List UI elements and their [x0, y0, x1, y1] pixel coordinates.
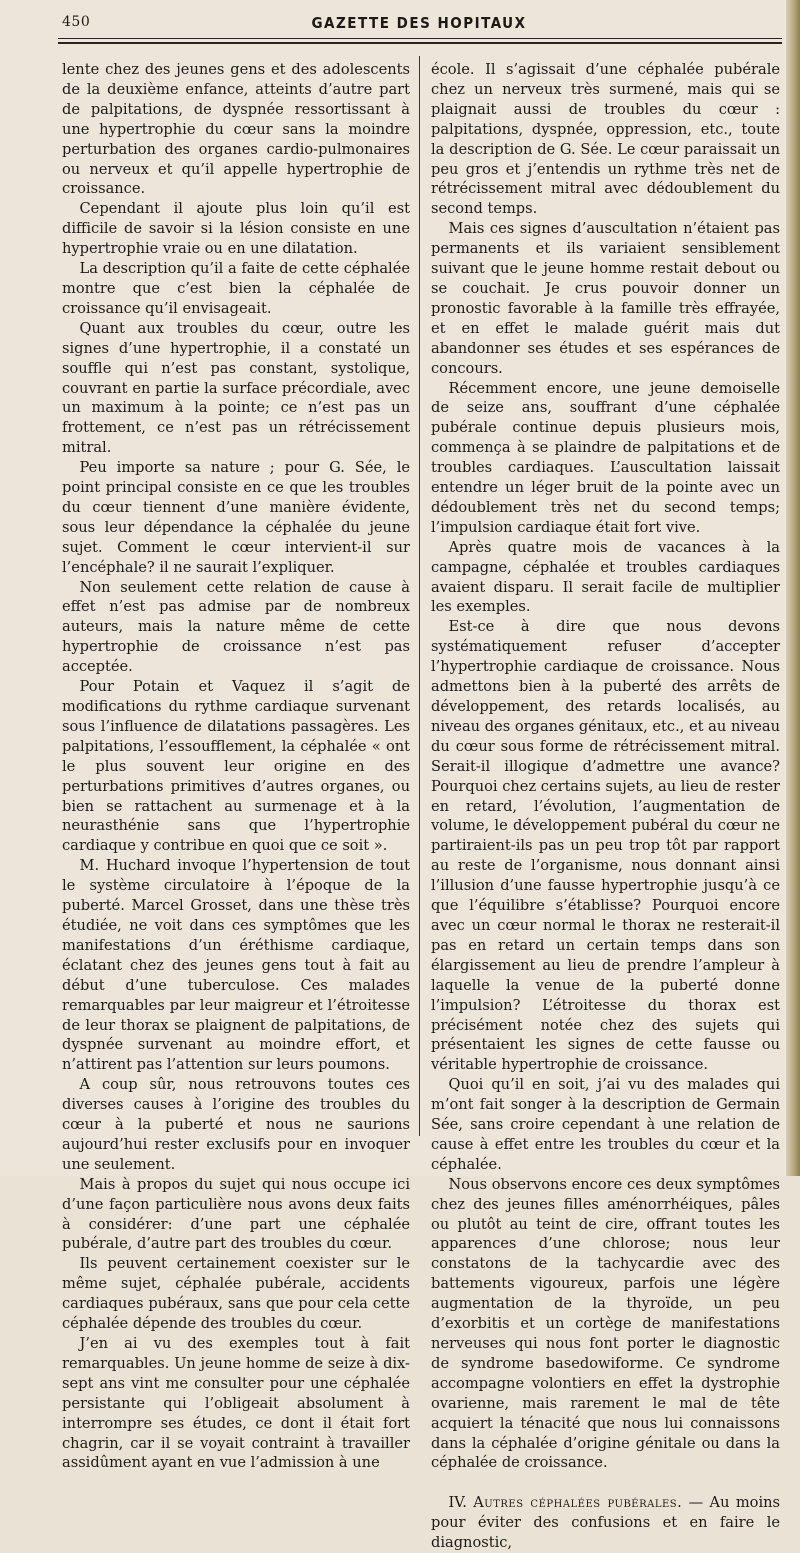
section-title: Autres céphalées pubérales. [473, 1494, 683, 1512]
paragraph: Mais ces signes d’auscultation n’étaient pas permanents et ils variaient sensiblement suivant que le jeune homme restait debout ou se couchait. Je crus pouvoir donner un pronostic favorable à la famille très effrayée, et en effet le malade guérit mais dut abandonner ses études et ses espérances de concours. [431, 220, 780, 377]
section-number: IV. [448, 1494, 467, 1512]
paragraph: M. Huchard invoque l’hypertension de tout le système circulatoire à l’époque de la puberté. Marcel Grosset, dans une thèse très étudiée, ne voit dans ces symptômes que les manifestations d’un éréthisme cardiaque, éclatant chez des jeunes gens tout à fait au début d’une tuberculose. Ces malades remarquables par leur maigreur et l’étroitesse de leur thorax se plaignent de palpitations, de dyspnée survenant au moindre effort, et n’attirent pas l’attention sur leurs poumons. [62, 857, 410, 1074]
paragraph: La description qu’il a faite de cette céphalée montre que c’est bien la céphalée de croissance qu’il envisageait. [62, 260, 410, 317]
header-rule-thick [58, 42, 782, 44]
paragraph: Récemment encore, une jeune demoiselle de seize ans, souffrant d’une céphalée pubérale continue depuis plusieurs mois, commença à se plaindre de palpitations et de troubles cardiaques. L’auscultation laissait entendre un léger bruit de la pointe avec un dédoublement très net du second temps; l’impulsion cardiaque était fort vive. [431, 379, 780, 536]
paragraph: Après quatre mois de vacances à la campagne, céphalée et troubles cardiaques avaient disparu. Il serait facile de multiplier les exemples. [431, 538, 780, 616]
page-edge [786, 0, 800, 1176]
paragraph: lente chez des jeunes gens et des adolescents de la deuxième enfance, atteints d’autre part de palpitations, de dyspnée ressortissant à une hypertrophie du cœur sans la moindre perturbation des organes cardio-pulmonaires ou nerveux et qu’il appelle hypertrophie de croissance. [62, 61, 410, 198]
paragraph: Non seulement cette relation de cause à effet n’est pas admise par de nombreux auteurs, mais la nature même de cette hypertrophie de croissance n’est pas acceptée. [62, 578, 410, 676]
paragraph: A coup sûr, nous retrouvons toutes ces diverses causes à l’origine des troubles du cœur à la puberté et nous ne saurions aujourd’hui rester exclusifs pour en invoquer une seulement. [62, 1076, 410, 1173]
paragraph: école. Il s’agissait d’une céphalée pubérale chez un nerveux très surmené, mais qui se plaignait aussi de troubles du cœur : palpitations, dyspnée, oppression, etc., toute la description de G. Sée. Le cœur paraissait un peu gros et j’entendis un rythme très net de rétrécissement mitral avec dédoublement du second temps. [431, 61, 780, 218]
paragraph: Quoi qu’il en soit, j’ai vu des malades qui m’ont fait songer à la description de Germain Sée, sans croire cependant à une relation de cause à effet entre les troubles du cœur et la céphalée. [431, 1076, 780, 1173]
paragraph: Cependant il ajoute plus loin qu’il est difficile de savoir si la lésion consiste en une hypertrophie vraie ou en une dilatation. [62, 200, 410, 258]
paragraph: Nous observons encore ces deux symptômes chez des jeunes filles aménorrhéiques, pâles ou plutôt au teint de cire, offrant toutes les apparences d’une chlorose; nous leur constatons de la tachycardie avec des battements vigoureux, parfois une légère augmentation de la thyroïde, un peu d’exorbitis et un cortège de manifestations nerveuses qui nous font porter le diagnostic de syndrome basedowiforme. Ce syndrome accompagne volontiers en effet la dystrophie ovarienne, mais rarement le mal de tête acquiert la ténacité que nous lui connaissons dans la céphalée d’origine génitale ou dans la céphalée de croissance. [431, 1175, 780, 1472]
paragraph: Est-ce à dire que nous devons systématiquement refuser d’accepter l’hypertrophie cardiaque de croissance. Nous admettons bien à la puberté des arrêts de développement, des retards localisés, au niveau des organes génitaux, etc., et au niveau du cœur sous forme de rétrécissement mitral. Serait-il illogique d’admettre une avance? Pourquoi chez certains sujets, au lieu de rester en retard, l’évolution, l’augmentation de volume, le développement pubéral du cœur ne partiraient-ils pas un peu trop tôt par rapport au reste de l’organisme, nous donnant ainsi l’illusion d’une fausse hypertrophie jusqu’à ce que l’équilibre s’établisse? Pourquoi encore avec un cœur normal le thorax ne resterait-il pas en retard un certain temps dans son élargissement au lieu de prendre l’ampleur à laquelle la venue de la puberté donne l’impulsion? L’étroitesse du thorax est précisément notée chez des sujets qui présentaient les signes de cette fausse ou véritable hypertrophie de croissance. [431, 618, 780, 1074]
header-rule-thin [58, 38, 782, 39]
paragraph: Pour Potain et Vaquez il s’agit de modifications du rythme cardiaque survenant sous l’influence de dilatations passagères. Les palpitations, l’essoufflement, la céphalée « ont le plus souvent leur origine en des perturbations primitives d’autres organes, ou bien se rattachent au surmenage et à la neurasthénie sans que l’hypertrophie cardiaque y contribue en quoi que ce soit ». [62, 678, 410, 855]
page-number: 450 [62, 14, 91, 30]
paragraph: Peu importe sa nature ; pour G. Sée, le point principal consiste en ce que les troubles du cœur tiennent d’une manière évidente, sous leur dépendance la céphalée du jeune sujet. Comment le cœur intervient-il sur l’encéphale? il ne saurait l’expliquer. [62, 459, 410, 576]
section-text: — Au moins pour éviter des confusions et en faire le diagnostic, [431, 1494, 781, 1552]
right-column [431, 60, 780, 1553]
paragraph: Ils peuvent certainement coexister sur le même sujet, céphalée pubérale, accidents cardiaques pubéraux, sans que pour cela cette céphalée dépende des troubles du cœur. [62, 1255, 410, 1333]
paragraph: J’en ai vu des exemples tout à fait remarquables. Un jeune homme de seize à dix-sept ans vint me consulter pour une céphalée persistante qui l’obligeait absolument à interrompre ses études, ce dont il était fort chagrin, car il se voyait contraint à travailler assidûment ayant en vue l’admission à une [62, 1335, 410, 1472]
page-header [58, 14, 780, 36]
section-heading [431, 1493, 780, 1553]
left-column [62, 60, 410, 1473]
running-title: GAZETTE DES HOPITAUX [311, 14, 527, 32]
column-divider [419, 56, 420, 1136]
paragraph: Mais à propos du sujet qui nous occupe ici d’une façon particulière nous avons deux faits à considérer: d’une part une céphalée pubérale, d’autre part des troubles du cœur. [62, 1175, 410, 1253]
paragraph: Quant aux troubles du cœur, outre les signes d’une hypertrophie, il a constaté un souffle qui n’est pas constant, systolique, couvrant en partie la surface précordiale, avec un maximum à la pointe; ce n’est pas un frottement, ce n’est pas un rétrécissement mitral. [62, 319, 410, 457]
